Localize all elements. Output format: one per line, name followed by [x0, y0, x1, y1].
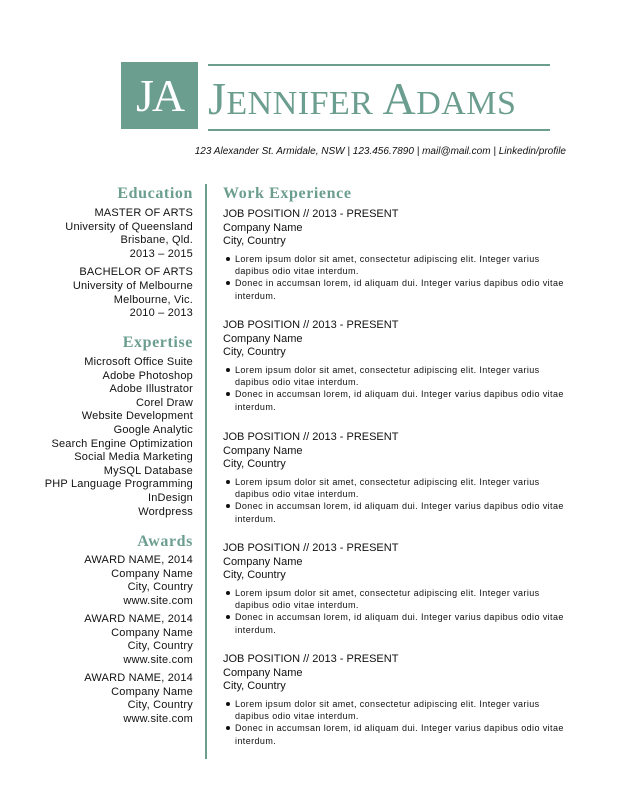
job-company: Company Name [223, 666, 303, 679]
award-name: AWARD NAME, 2014 [84, 672, 193, 684]
job-position: JOB POSITION // 2013 - PRESENT [223, 653, 399, 665]
education-line: Brisbane, Qld. [120, 234, 193, 247]
job-bullet: Donec in accumsan lorem, id aliquam dui. Integer varius dapibus odio vitae interdum. [223, 611, 573, 636]
job-entry [223, 431, 573, 525]
job-entry [223, 542, 573, 636]
expertise-item: Adobe Photoshop [102, 369, 193, 382]
job-company: Company Name [223, 444, 303, 457]
expertise-item: Adobe Illustrator [109, 383, 193, 396]
job-bullet: Donec in accumsan lorem, id aliquam dui. Integer varius dapibus odio vitae interdum. [223, 388, 573, 413]
expertise-item: Wordpress [138, 505, 193, 518]
expertise-item: Search Engine Optimization [51, 437, 193, 450]
job-company: Company Name [223, 555, 303, 568]
job-bullet: Lorem ipsum dolor sit amet, consectetur adipiscing elit. Integer varius dapibus odio vitae interdum. [223, 587, 573, 612]
job-location: City, Country [223, 680, 286, 693]
name-last-initial: A [382, 73, 417, 124]
education-line: 2013 – 2015 [129, 247, 193, 260]
job-location: City, Country [223, 458, 286, 471]
job-location: City, Country [223, 235, 286, 248]
education-heading: Education [117, 185, 193, 202]
job-position: JOB POSITION // 2013 - PRESENT [223, 431, 399, 443]
award-entry [84, 672, 193, 726]
expertise-list [45, 356, 193, 519]
award-company: Company Name [111, 567, 193, 580]
job-company: Company Name [223, 221, 303, 234]
job-bullets [223, 587, 573, 636]
job-location: City, Country [223, 346, 286, 359]
job-bullet: Lorem ipsum dolor sit amet, consectetur adipiscing elit. Integer varius dapibus odio vitae interdum. [223, 698, 573, 723]
expertise-item: PHP Language Programming [44, 478, 193, 491]
job-position: JOB POSITION // 2013 - PRESENT [223, 319, 399, 331]
header-rule-bottom [208, 129, 550, 131]
job-entry [223, 319, 573, 413]
job-entry [223, 653, 573, 747]
expertise-item: Google Analytic [113, 423, 193, 436]
monogram-logo: JA [121, 62, 198, 129]
awards-heading: Awards [137, 533, 193, 550]
job-bullets [223, 253, 573, 302]
expertise-item: Corel Draw [135, 396, 193, 409]
job-bullet: Donec in accumsan lorem, id aliquam dui. Integer varius dapibus odio vitae interdum. [223, 277, 573, 302]
job-company: Company Name [223, 332, 303, 345]
award-entry [84, 613, 193, 667]
award-company: Company Name [111, 626, 193, 639]
name-first-initial: J [208, 73, 227, 124]
award-company: Company Name [111, 685, 193, 698]
job-bullet: Donec in accumsan lorem, id aliquam dui. Integer varius dapibus odio vitae interdum. [223, 722, 573, 747]
award-site: www.site.com [123, 712, 193, 725]
column-divider [205, 184, 207, 759]
name-last-rest: DAMS [416, 85, 517, 122]
award-name: AWARD NAME, 2014 [84, 554, 193, 566]
education-line: BACHELOR OF ARTS [79, 266, 193, 279]
job-bullets [223, 364, 573, 413]
education-line: University of Queensland [65, 220, 193, 233]
expertise-item: Social Media Marketing [74, 451, 193, 464]
job-entry [223, 208, 573, 302]
award-entry [84, 554, 193, 608]
education-line: University of Melbourne [72, 279, 193, 292]
award-name: AWARD NAME, 2014 [84, 613, 193, 625]
job-location: City, Country [223, 569, 286, 582]
education-line: Melbourne, Vic. [113, 293, 193, 306]
award-site: www.site.com [123, 653, 193, 666]
education-line: 2010 – 2013 [129, 307, 193, 320]
job-bullets [223, 476, 573, 525]
award-site: www.site.com [123, 594, 193, 607]
name-first-rest: ENNIFER [226, 85, 374, 122]
work-experience-heading: Work Experience [223, 185, 352, 202]
header-rule-top [208, 64, 550, 66]
education-list [65, 207, 193, 321]
job-bullet: Lorem ipsum dolor sit amet, consectetur adipiscing elit. Integer varius dapibus odio vitae interdum. [223, 253, 573, 278]
award-location: City, Country [127, 581, 193, 594]
job-bullet: Lorem ipsum dolor sit amet, consectetur adipiscing elit. Integer varius dapibus odio vitae interdum. [223, 364, 573, 389]
award-location: City, Country [127, 640, 193, 653]
candidate-name [208, 71, 553, 127]
job-position: JOB POSITION // 2013 - PRESENT [223, 208, 399, 220]
expertise-item: MySQL Database [103, 464, 193, 477]
expertise-item: InDesign [147, 491, 193, 504]
contact-line: 123 Alexander St. Armidale, NSW | 123.456.7890 | mail@mail.com | Linkedin/profile [194, 146, 566, 157]
education-line: MASTER OF ARTS [94, 207, 193, 219]
job-position: JOB POSITION // 2013 - PRESENT [223, 542, 399, 554]
expertise-heading: Expertise [122, 334, 193, 351]
job-bullet: Lorem ipsum dolor sit amet, consectetur adipiscing elit. Integer varius dapibus odio vitae interdum. [223, 476, 573, 501]
award-location: City, Country [127, 699, 193, 712]
job-bullets [223, 698, 573, 747]
expertise-item: Website Development [81, 410, 193, 423]
expertise-item: Microsoft Office Suite [84, 356, 193, 368]
job-bullet: Donec in accumsan lorem, id aliquam dui. Integer varius dapibus odio vitae interdum. [223, 500, 573, 525]
